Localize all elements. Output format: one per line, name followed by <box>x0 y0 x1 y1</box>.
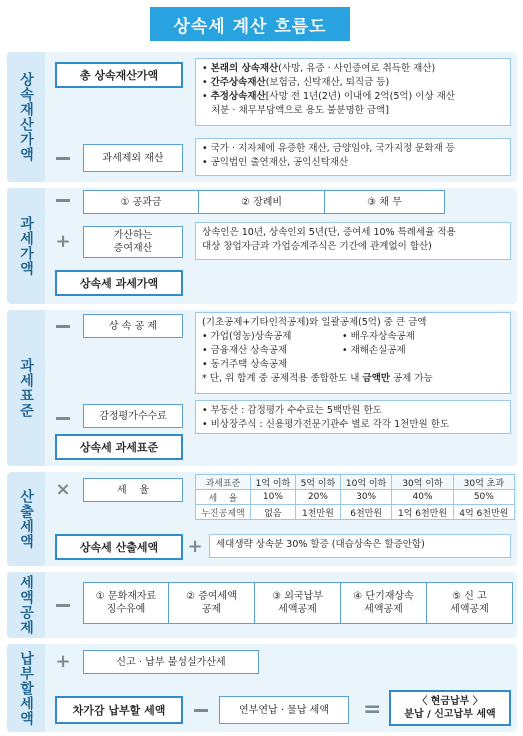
final-payment-box <box>389 690 511 726</box>
bullet-marker: • <box>202 63 211 74</box>
computed-tax-result-label: 상속세 산출세액 <box>79 540 159 554</box>
bullet-bold: 간주상속재산 <box>210 77 266 88</box>
rate-table-cell: 1천만원 <box>295 505 340 520</box>
rate-table-cell: 10억 이하 <box>340 475 391 490</box>
deduction-item-text: 가업(영농)상속공제 <box>210 331 292 342</box>
section-label: 과세표준 <box>18 358 34 418</box>
section-label: 상속재산가액 <box>18 72 34 162</box>
tax-base-result-box <box>55 434 183 460</box>
deduction-item: ① 공과금 <box>83 190 199 214</box>
tax-rate-label: 세 율 <box>116 484 150 496</box>
note-suffix: 공제 가능 <box>389 373 433 384</box>
deduction-col-left <box>202 330 342 372</box>
deduction-desc-line1: (기초공제+기타인적공제)와 일괄공제(5억) 중 큰 금액 <box>202 317 427 328</box>
bullet-text: 공익법인 출연재산, 공익신탁재산 <box>210 157 349 168</box>
tax-credit-item: ④ 단기재상속 세액공제 <box>341 582 427 624</box>
final-payment-label: 〈 현금납부 〉 분납 / 신고납부 세액 <box>404 696 496 720</box>
computed-tax-result-box <box>55 534 183 560</box>
deduction-item <box>342 330 415 344</box>
bullet-marker: • <box>202 157 211 168</box>
bullet-text: (사망, 유증 · 사인증여로 취득한 재산) <box>278 63 436 74</box>
plus-icon: + <box>187 536 203 557</box>
rate-table-cell: 20% <box>295 490 340 505</box>
section-label-box <box>7 52 45 182</box>
bullet-text: 부동산 : 감정평가 수수료는 5백만원 한도 <box>210 405 382 416</box>
desc-line: 상속인은 10년, 상속인외 5년(단, 증여세 10% 특례세율 적용 <box>202 227 456 238</box>
rate-table-header-row <box>196 475 515 490</box>
inheritance-deduction-label: 상 속 공 제 <box>108 320 158 332</box>
generation-skip-desc <box>209 534 511 558</box>
rate-table-cell: 5억 이하 <box>295 475 340 490</box>
deduction-item <box>202 344 342 358</box>
rate-table-cell: 세 율 <box>196 490 251 505</box>
section-inheritance-value <box>7 52 517 182</box>
added-gift-box <box>83 226 183 258</box>
page-title: 상속세 계산 흐름도 <box>150 7 350 41</box>
bullet-bold: 본래의 상속재산 <box>210 63 279 74</box>
minus-icon <box>55 410 71 426</box>
section-tax-credit <box>7 572 517 638</box>
bullet-marker: • <box>202 91 211 102</box>
bullet-marker: • <box>202 345 211 356</box>
taxable-value-result-box <box>55 270 183 296</box>
section-label: 세액공제 <box>18 575 34 635</box>
section-label-box <box>7 310 45 466</box>
deduction-item <box>202 330 342 344</box>
deduction-item: ② 장례비 <box>199 190 325 214</box>
penalty-box <box>83 650 259 674</box>
section-tax-payable <box>7 644 517 732</box>
deduction-item-text: 동거주택 상속공제 <box>210 359 288 370</box>
section-label: 납부할세액 <box>18 650 34 726</box>
taxable-value-result-label: 상속세 과세가액 <box>79 276 159 290</box>
bullet-bold: 추정상속재산 <box>210 91 266 102</box>
multiply-icon: × <box>55 479 71 500</box>
inheritance-deduction-desc <box>195 312 511 394</box>
rate-table-cell: 4억 6천만원 <box>453 505 514 520</box>
section-label-box <box>7 572 45 638</box>
minus-icon <box>55 318 71 334</box>
tax-payable-result-label: 차가감 납부할 세액 <box>72 703 166 717</box>
bullet-marker: • <box>202 419 211 430</box>
rate-table-cell: 50% <box>453 490 514 505</box>
section-label: 과세가액 <box>18 216 34 276</box>
rate-table-cell: 40% <box>392 490 453 505</box>
bullet-marker: • <box>202 359 211 370</box>
excluded-property-label: 과세제외 재산 <box>102 152 164 164</box>
rate-table-cell: 누진공제액 <box>196 505 251 520</box>
bullet-marker: • <box>342 331 351 342</box>
excluded-property-desc <box>195 138 511 176</box>
note-prefix: * 단, 위 합계 중 공제적용 종합한도 내 <box>202 373 363 384</box>
rate-table-rate-row <box>196 490 515 505</box>
minus-icon <box>193 702 209 718</box>
installment-box <box>219 696 349 724</box>
plus-icon: + <box>55 231 71 252</box>
deduction-items <box>83 190 445 214</box>
rate-table-cell: 30억 초과 <box>453 475 514 490</box>
deduction-note <box>202 372 504 386</box>
bullet-text: (보험금, 신탁재산, 퇴직금 등) <box>265 77 390 88</box>
deduction-item <box>202 358 342 372</box>
bullet-marker: • <box>202 143 211 154</box>
deduction-item: ③ 채 무 <box>325 190 445 214</box>
tax-credit-item: ③ 외국납부 세액공제 <box>255 582 341 624</box>
tax-base-result-label: 상속세 과세표준 <box>79 440 159 454</box>
equals-icon: = <box>363 697 382 722</box>
rate-table-cell: 과세표준 <box>196 475 251 490</box>
bullet-line <box>202 104 504 118</box>
deduction-item-text: 재해손실공제 <box>350 345 406 356</box>
plus-icon: + <box>55 651 71 672</box>
rate-table-cell: 30억 이하 <box>392 475 453 490</box>
section-label: 산출세액 <box>18 489 34 549</box>
tax-credit-item: ② 증여세액 공제 <box>169 582 255 624</box>
excluded-property-box <box>83 144 183 172</box>
bullet-marker: • <box>342 345 351 356</box>
added-gift-label: 가산하는 증여재산 <box>113 230 153 254</box>
deduction-item-text: 금융재산 상속공제 <box>210 345 288 356</box>
minus-icon <box>55 192 71 208</box>
bullet-line <box>202 90 504 104</box>
total-inheritance-desc <box>195 58 511 126</box>
section-label-box <box>7 472 45 566</box>
rate-table-cell: 없음 <box>250 505 295 520</box>
bullet-text: [사망 전 1년(2년) 이내에 2억(5억) 이상 재산 <box>265 91 455 102</box>
tax-rate-box <box>83 478 183 502</box>
desc-line: 대상 창업자금과 가업승계주식은 기간에 관계없이 합산) <box>202 241 432 252</box>
bullet-line <box>202 404 504 418</box>
rate-table-deduction-row <box>196 505 515 520</box>
total-inheritance-box <box>55 62 183 88</box>
bullet-marker: • <box>202 77 211 88</box>
penalty-label: 신고 · 납부 불성실가산세 <box>116 656 226 668</box>
bullet-marker: • <box>202 405 211 416</box>
rate-table-cell: 30% <box>340 490 391 505</box>
section-taxable-value <box>7 188 517 304</box>
added-gift-desc <box>195 222 511 260</box>
bullet-line <box>202 142 504 156</box>
minus-icon <box>55 597 71 613</box>
bullet-line <box>202 62 504 76</box>
rate-table-cell: 1억 6천만원 <box>392 505 453 520</box>
bullet-line <box>202 156 504 170</box>
appraisal-fee-label: 감정평가수수료 <box>99 410 167 422</box>
appraisal-fee-desc <box>195 400 511 434</box>
section-label-box <box>7 644 45 732</box>
bullet-text: 처분 · 채무부담액으로 용도 불분명한 금액] <box>211 105 389 116</box>
tax-rate-table <box>195 474 515 520</box>
note-bold: 금액만 <box>362 373 390 384</box>
bullet-marker: • <box>202 331 211 342</box>
deduction-item-text: 배우자상속공제 <box>350 331 415 342</box>
rate-table-cell: 1억 이하 <box>250 475 295 490</box>
bullet-line <box>202 418 504 432</box>
deduction-item <box>342 344 415 358</box>
deduction-col-right <box>342 330 415 372</box>
bullet-line <box>202 76 504 90</box>
appraisal-fee-box <box>83 404 183 428</box>
section-tax-base <box>7 310 517 466</box>
tax-credit-item: ⑤ 신 고 세액공제 <box>427 582 513 624</box>
bullet-marker <box>202 105 211 116</box>
tax-credit-item: ① 문화재자료 징수유예 <box>83 582 169 624</box>
section-computed-tax <box>7 472 517 566</box>
rate-table-cell: 6천만원 <box>340 505 391 520</box>
tax-credit-items <box>83 582 513 624</box>
tax-payable-result-box <box>55 696 183 724</box>
inheritance-deduction-box <box>83 314 183 338</box>
minus-icon <box>55 150 71 166</box>
rate-table-cell: 10% <box>250 490 295 505</box>
bullet-text: 비상장주식 : 신용평가전문기관수 별로 각각 1천만원 한도 <box>210 419 450 430</box>
total-inheritance-label: 총 상속재산가액 <box>79 68 159 82</box>
generation-skip-text: 세대생략 상속분 30% 할증 (대습상속은 할증안함) <box>216 539 425 550</box>
section-label-box <box>7 188 45 304</box>
installment-label: 연부연납 · 물납 세액 <box>239 704 329 716</box>
bullet-text: 국가 · 지자체에 유증한 재산, 금양임야, 국가지정 문화재 등 <box>210 143 455 154</box>
